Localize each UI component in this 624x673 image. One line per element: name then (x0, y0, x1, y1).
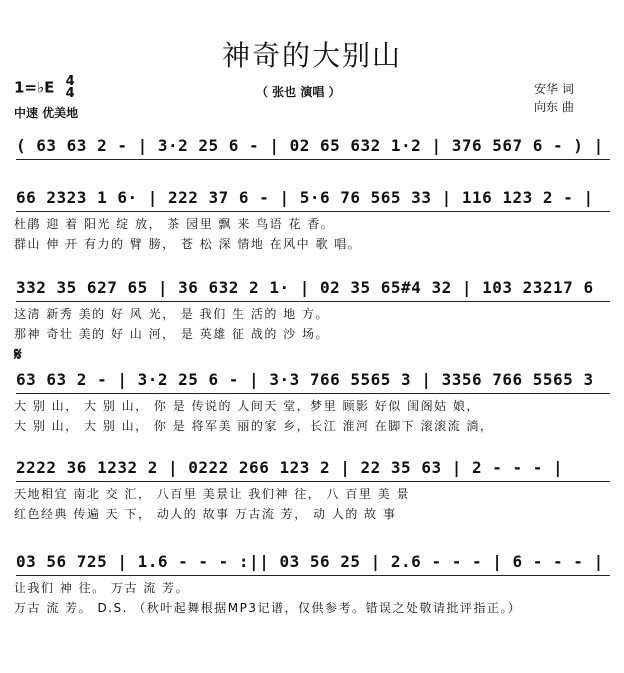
time-signature-bottom: 4 (65, 86, 75, 101)
key-label: 1=♭E (14, 78, 55, 97)
beam-line (16, 211, 610, 212)
notation-line: 63 63 2 - | 3·2 25 6 - | 3·3 766 5565 3 | 3356 766 5565 3 (16, 370, 594, 389)
lyric-line-verse-2: 万古 流 芳。 D.S. （秋叶起舞根据MP3记谱，仅供参考。错误之处敬请批评指正。） (14, 601, 522, 615)
beam-line (16, 481, 610, 482)
notation-line: 66 2323 1 6· | 222 37 6 - | 5·6 76 565 33 | 116 123 2 - | (16, 188, 594, 207)
beam-line (16, 393, 610, 394)
score-row-1 (0, 134, 624, 174)
key-signature (14, 76, 75, 100)
lyric-line-verse-2: 群山 伸 开 有力的 臂 膀， 苍 松 深 情地 在风中 歌 唱。 (14, 237, 362, 251)
beam-line (16, 159, 610, 160)
notation-line: ( 63 63 2 - | 3·2 25 6 - | 02 65 632 1·2 | 376 567 6 - ) | (16, 136, 604, 155)
notation-line: 332 35 627 65 | 36 632 2 1· | 02 35 65#4 32 | 103 23217 6 (16, 278, 594, 297)
lyric-line-verse-2: 红色经典 传遍 天 下， 动人的 故事 万古流 芳， 动 人的 故 事 (14, 507, 397, 521)
lyric-line-verse-1: 大 别 山， 大 别 山， 你 是 传说的 人间天 堂，梦里 顾影 好似 闺阁姑 娘， (14, 399, 480, 413)
lyric-line-verse-1: 让我们 神 往。 万古 流 芳。 (14, 581, 190, 595)
singer-credit: （ 张也 演唱 ） (256, 85, 341, 99)
beam-line (16, 575, 610, 576)
time-signature-top: 4 (65, 74, 75, 89)
tempo-marking: 中速 优美地 (14, 106, 79, 120)
lyricist-credit: 安华 词 (534, 82, 574, 96)
composer-credit: 向东 曲 (534, 100, 574, 114)
notation-line: 03 56 725 | 1.6 - - - :|| 03 56 25 | 2.6 - - - | 6 - - - | (16, 552, 604, 571)
segno-sign: 𝄋 (14, 344, 22, 365)
lyric-line-verse-1: 这清 新秀 美的 好 风 光， 是 我们 生 活的 地 方。 (14, 307, 329, 321)
lyric-line-verse-1: 杜鹃 迎 着 阳光 绽 放， 茶 园里 飘 来 鸟语 花 香。 (14, 217, 335, 231)
lyric-line-verse-2: 大 别 山， 大 别 山， 你 是 将军美 丽的家 乡，长江 淮河 在脚下 滚滚流 淌， (14, 419, 494, 433)
song-title: 神奇的大别山 (221, 39, 402, 72)
time-signature (66, 76, 75, 100)
lyric-line-verse-1: 天地相宜 南北 交 汇， 八百里 美景让 我们神 往， 八 百里 美 景 (14, 487, 410, 501)
lyric-line-verse-2: 那神 奇壮 美的 好 山 河， 是 英雄 征 战的 沙 场。 (14, 327, 329, 341)
beam-line (16, 301, 610, 302)
notation-line: 2222 36 1232 2 | 0222 266 123 2 | 22 35 63 | 2 - - - | (16, 458, 564, 477)
